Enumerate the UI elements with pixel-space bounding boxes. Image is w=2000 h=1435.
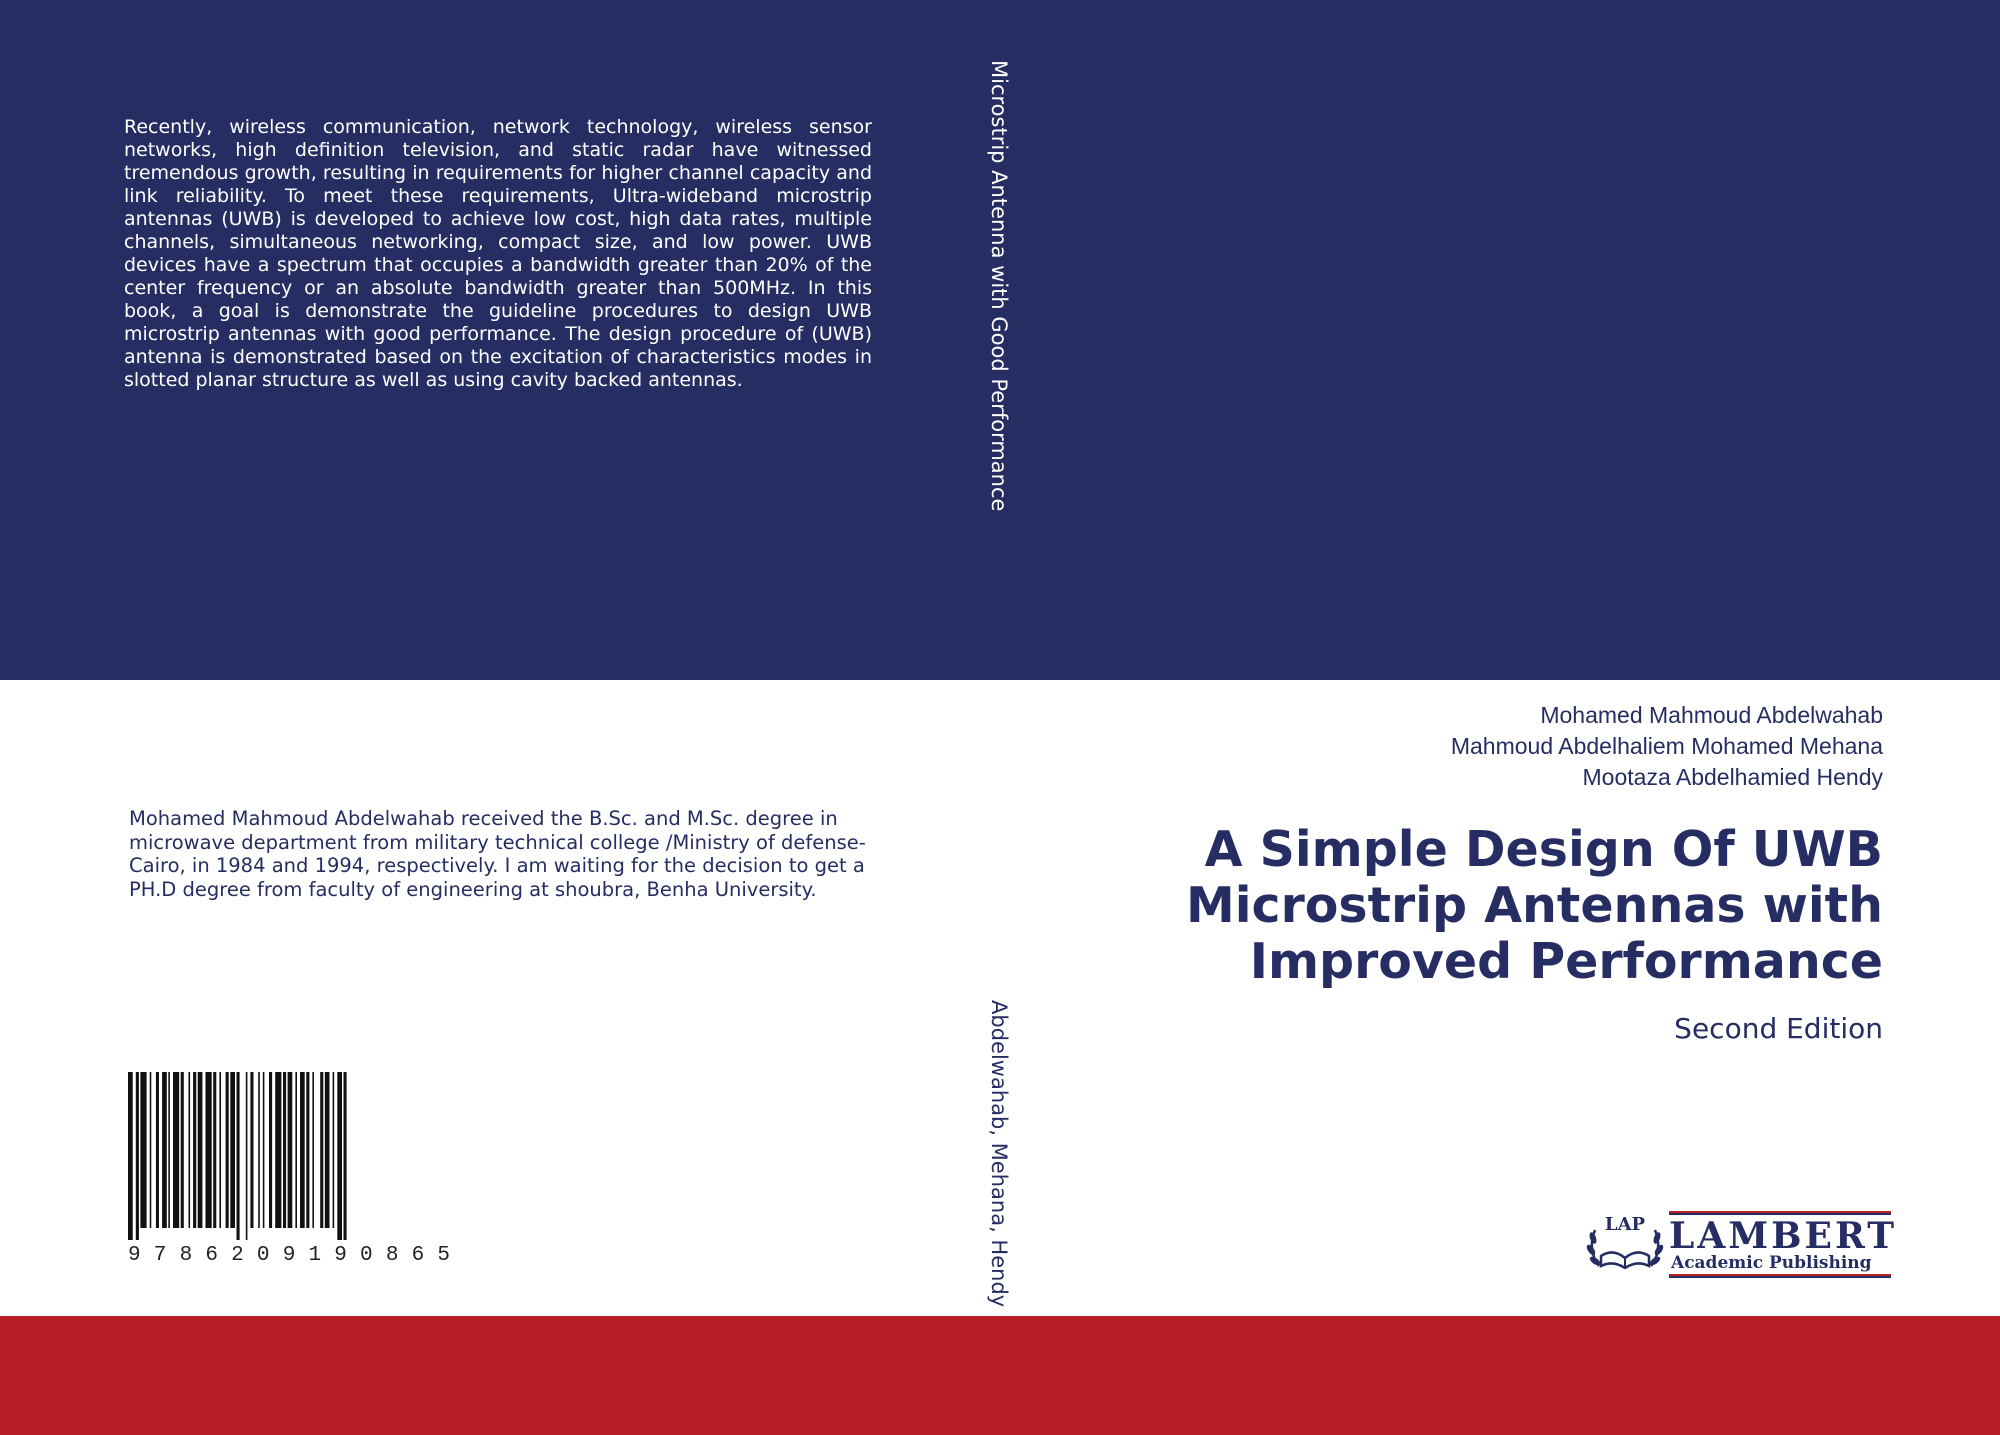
book-title-line: Improved Performance: [1249, 933, 1883, 990]
barcode-bar: [150, 1072, 152, 1228]
barcode-digit: 2: [231, 1244, 244, 1267]
publisher-name: LAMBERT: [1669, 1215, 1898, 1257]
barcode-digit: 8: [179, 1244, 193, 1267]
barcode-bar: [246, 1072, 248, 1240]
barcode-bar: [136, 1072, 139, 1240]
open-book-laurel-icon: [1585, 1208, 1665, 1280]
barcode-bar: [230, 1072, 235, 1228]
barcode-digit: 7: [153, 1244, 167, 1267]
barcode-digits: [128, 1244, 450, 1267]
author-name: Mootaza Abdelhamied Hendy: [1582, 764, 1883, 790]
barcode-bar: [288, 1072, 293, 1228]
barcode-bar: [269, 1072, 272, 1228]
book-title-line: A Simple Design Of UWB: [1204, 821, 1883, 878]
barcode-bar: [237, 1072, 240, 1240]
book-title: [1083, 822, 1883, 990]
barcode-digit: 1: [308, 1244, 322, 1267]
barcode-bar: [198, 1072, 203, 1228]
barcode-bar: [189, 1072, 191, 1228]
barcode-digit: 0: [256, 1244, 270, 1267]
barcode-digit: 8: [385, 1244, 399, 1267]
barcode-bar: [162, 1072, 167, 1228]
barcode-bar: [226, 1072, 229, 1228]
barcode-bar: [258, 1072, 260, 1228]
barcode-digit: 9: [282, 1244, 296, 1267]
barcode-bar: [173, 1072, 179, 1228]
spine-title: Microstrip Antenna with Good Performance: [987, 60, 1011, 512]
publisher-logo: [1585, 1208, 1898, 1280]
barcode-bar: [128, 1072, 133, 1240]
barcode-bar: [337, 1072, 342, 1240]
barcode-digit: 6: [411, 1244, 425, 1267]
barcode-bar: [213, 1072, 216, 1228]
barcode-digit: 9: [128, 1244, 141, 1267]
barcode-bar: [344, 1072, 347, 1240]
back-cover-blurb: Recently, wireless communication, network technology, wireless sensor networks, high definition television, and static radar have witnessed tremendous growth, resulting in requirements for higher channel capacity and link reliability. To meet these requirements, Ultra-wideband microstrip antennas (UWB) is developed to achieve low cost, high data rates, multiple channels, simultaneous networking, compact size, and low power. UWB devices have a spectrum that occupies a bandwidth greater than 20% of the center frequency or an absolute bandwidth greater than 500MHz. In this book, a goal is demonstrate the guideline procedures to design UWB microstrip antennas with good performance. The design procedure of (UWB) antenna is demonstrated based on the excitation of characteristics modes in slotted planar structure as well as using cavity backed antennas.: [124, 116, 872, 391]
barcode-bar: [263, 1072, 265, 1228]
barcode-bar: [140, 1072, 146, 1228]
barcode-bar: [156, 1072, 159, 1228]
barcode-bar: [275, 1072, 281, 1228]
barcode-bar: [300, 1072, 305, 1228]
logo-bottom-rule: [1669, 1274, 1891, 1278]
barcode-digit: 9: [334, 1244, 347, 1267]
publisher-tagline: Academic Publishing: [1671, 1253, 1872, 1273]
barcode-bar: [333, 1072, 335, 1228]
barcode-bar: [320, 1072, 323, 1228]
barcode-bar: [312, 1072, 314, 1228]
barcode-bar: [295, 1072, 297, 1228]
barcode-bar: [250, 1072, 253, 1228]
barcode-bar: [283, 1072, 286, 1228]
logo-mark-text: LAP: [1604, 1214, 1646, 1235]
barcode-bar: [325, 1072, 330, 1228]
barcode-digit: 5: [437, 1244, 450, 1267]
front-cover-authors: [1451, 700, 1883, 793]
barcode-bar: [168, 1072, 170, 1228]
barcode-digit: 6: [205, 1244, 218, 1267]
isbn-barcode: [128, 1072, 450, 1266]
barcode-bar: [193, 1072, 196, 1228]
book-title-line: Microstrip Antennas with: [1185, 877, 1883, 934]
author-name: Mohamed Mahmoud Abdelwahab: [1540, 702, 1883, 728]
barcode-bar: [219, 1072, 221, 1228]
barcode-bar: [206, 1072, 212, 1228]
barcode-bar: [181, 1072, 184, 1228]
author-bio: Mohamed Mahmoud Abdelwahab received the B.Sc. and M.Sc. degree in microwave department from military technical college /Ministry of defense-Cairo, in 1984 and 1994, respectively. I am waiting for the decision to get a PH.D degree from faculty of engineering at shoubra, Benha University.: [129, 807, 866, 901]
bottom-red-band: [0, 1316, 2000, 1435]
barcode-bars: [128, 1072, 450, 1242]
barcode-digit: 0: [360, 1244, 373, 1267]
spine-authors: Abdelwahab, Mehana, Hendy: [987, 1000, 1011, 1308]
author-name: Mahmoud Abdelhaliem Mohamed Mehana: [1450, 733, 1883, 759]
barcode-bar: [306, 1072, 309, 1228]
book-edition: Second Edition: [1674, 1012, 1883, 1045]
